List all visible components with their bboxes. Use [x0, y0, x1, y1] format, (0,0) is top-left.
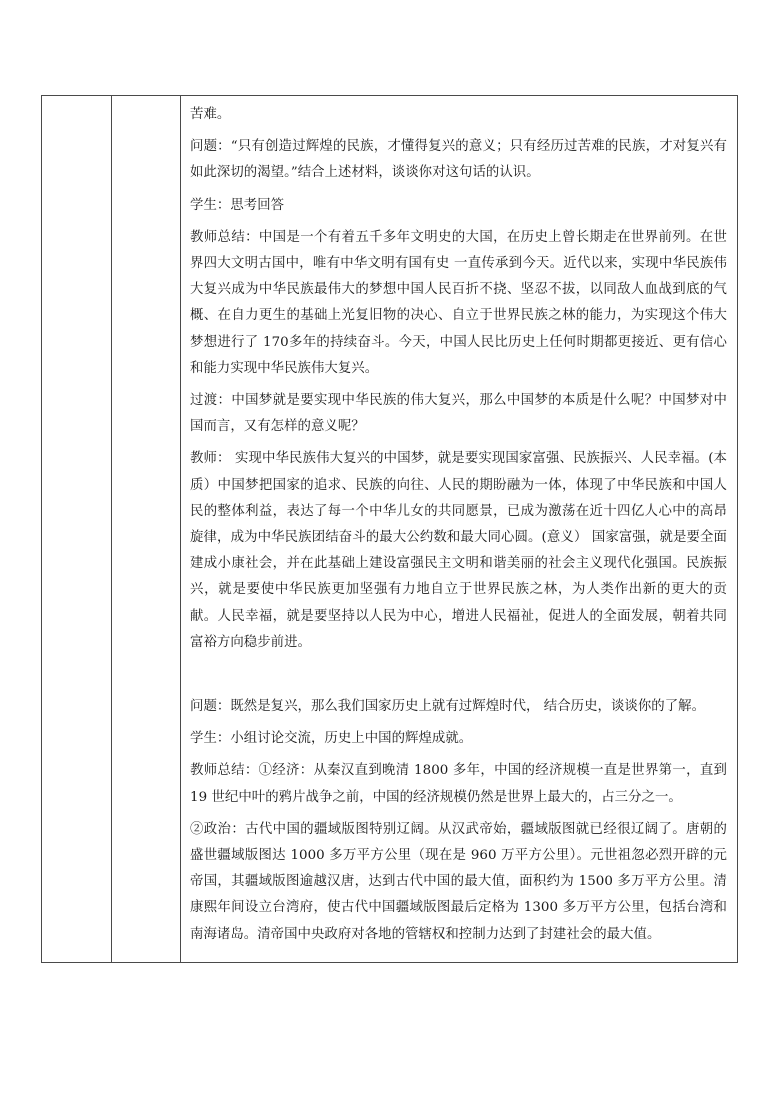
paragraph-student-1: 学生：思考回答	[190, 197, 285, 213]
paragraph-teacher: 教师： 实现中华民族伟大复兴的中国梦，就是要实现国家富强、民族振兴、人民幸福。(本质）中国梦把国家的追求、民族的向往、人民的期盼融为一体，体现了中华民族和中国人民的整体利益，表达了每一个中华儿女的共同愿景，已成为激荡在近十四亿人心中的高昂旋律，成为中华民族团结奋斗的最大公约数和最大同心圆。(意义） 国家富强，就是要全面建成小康社会，并在此基础上建设富强民主文明和谐美丽的社会主义现代化强国。民族振兴，就是要使中华民族更加坚强有力地自立于世界民族之林，为人类作出新的更大的贡献。人民幸福，就是要坚持以人民为中心，增进人民福祉，促进人的全面发展，朝着共同富裕方向稳步前进。	[190, 451, 727, 650]
paragraph-question-1: 问题：“只有创造过辉煌的民族，才懂得复兴的意义；只有经历过苦难的民族，才对复兴有如此深切的渴望。”结合上述材料，谈谈你对这句话的认识。	[190, 139, 727, 181]
paragraph-question-2: 问题：既然是复兴，那么我们国家历史上就有过辉煌时代， 结合历史，谈谈你的了解。	[190, 699, 706, 715]
paragraph-continued: 苦难。	[190, 107, 231, 122]
table-cell-empty-middle	[112, 96, 181, 963]
lesson-table	[41, 95, 738, 963]
paragraph-transition: 过渡：中国梦就是要实现中华民族的伟大复兴，那么中国梦的本质是什么呢？中国梦对中国而言，又有怎样的意义呢？	[190, 393, 727, 435]
table-row	[42, 96, 738, 963]
paragraph-teacher-summary-1: 教师总结：中国是一个有着五千多年文明史的大国，在历史上曾长期走在世界前列。在世界四大文明古国中，唯有中华文明有国有史 一直传承到今天。近代以来，实现中华民族伟大复兴成为中华民族最伟大的梦想中国人民百折不挠、坚忍不拔，以同敌人血战到底的气概、在自力更生的基础上光复旧物的决心、自立于世界民族之林的能力，为实现这个伟大梦想进行了 170多年的持续奋斗。今天，中国人民比历史上任何时期都更接近、更有信心和能力实现中华民族伟大复兴。	[190, 229, 727, 376]
lesson-content-cell	[181, 96, 738, 963]
paragraph-politics: ②政治：古代中国的疆域版图特别辽阔。从汉武帝始，疆域版图就已经很辽阔了。唐朝的盛世疆域版图达 1000 多万平方公里（现在是 960 万平方公里）。元世祖忽必烈开辟的元帝国，其疆域版图逾越汉唐，达到古代中国的最大值，面积约为 1500 多万平方公里。清康熙年间设立台湾府，使古代中国疆域版图最后定格为 1300 多万平方公里，包括台湾和南海诸岛。清帝国中央政府对各地的管辖权和控制力达到了封建社会的最大值。	[190, 821, 727, 942]
blank-line	[190, 656, 727, 688]
paragraph-student-2: 学生：小组讨论交流，历史上中国的辉煌成就。	[190, 731, 473, 747]
paragraph-teacher-summary-2: 教师总结：①经济：从秦汉直到晚清 1800 多年，中国的经济规模一直是世界第一，直到 19 世纪中叶的鸦片战争之前，中国的经济规模仍然是世界上最大的，占三分之一。	[190, 763, 727, 805]
table-cell-empty-left	[42, 96, 112, 963]
